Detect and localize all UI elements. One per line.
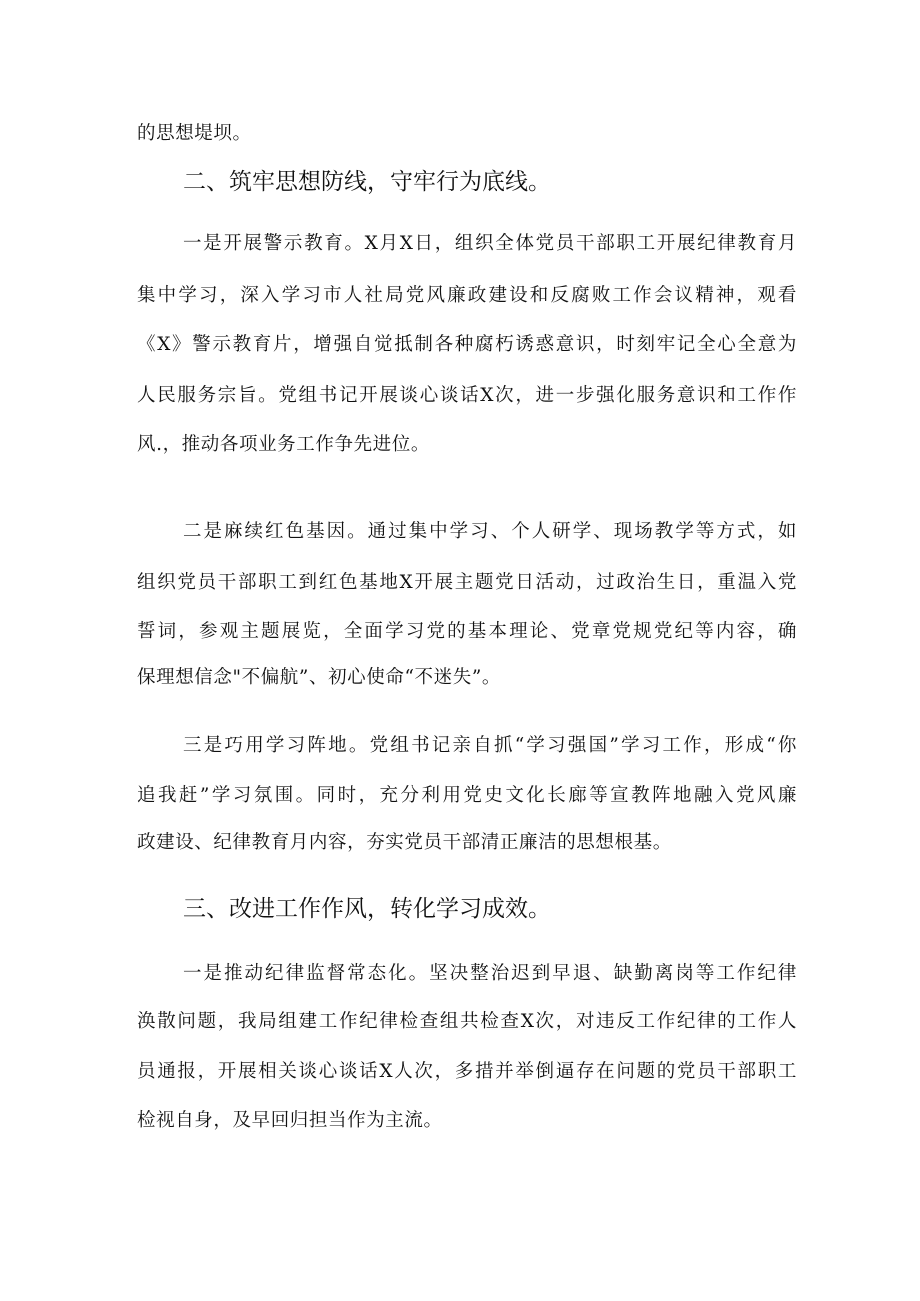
paragraph-line: 员通报，开展相关谈心谈话X人次，多措并举倒逼存在问题的党员干部职工 [137, 1061, 797, 1082]
paragraph-line: 集中学习，深入学习市人社局党风廉政建设和反腐败工作会议精神，观看 [137, 285, 797, 306]
paragraph-line: 《X》警示教育片，增强自觉抵制各种腐朽诱惑意识，时刻牢记全心全意为 [137, 334, 797, 355]
section-heading-2: 二、筑牢思想防线，守牢行为底线。 [183, 169, 551, 195]
paragraph-line: 人民服务宗旨。党组书记开展谈心谈话X次，进一步强化服务意识和工作作 [137, 385, 797, 406]
paragraph-line: 三是巧用学习阵地。党组书记亲自抓“学习强国”学习工作，形成“你 [183, 735, 797, 756]
paragraph-line: 涣散问题，我局组建工作纪律检查组共检查X次，对违反工作纪律的工作人 [137, 1011, 797, 1032]
paragraph-line: 检视自身，及早回归担当作为主流。 [137, 1110, 443, 1131]
paragraph-line: 一是开展警示教育。X月X日，组织全体党员干部职工开展纪律教育月 [183, 233, 797, 254]
paragraph-line: 保理想信念"不偏航”、初心使命“不迷失”。 [137, 667, 501, 688]
paragraph-line: 誓词，参观主题展览，全面学习党的基本理论、党章党规党纪等内容，确 [137, 621, 797, 642]
paragraph-line: 政建设、纪律教育月内容，夯实党员干部清正廉洁的思想根基。 [137, 832, 672, 853]
paragraph-line: 一是推动纪律监督常态化。坚决整治迟到早退、缺勤离岗等工作纪律 [183, 963, 797, 984]
paragraph-line: 二是麻续红色基因。通过集中学习、个人研学、现场教学等方式，如 [183, 521, 797, 542]
paragraph-line: 风.，推动各项业务工作争先进位。 [137, 434, 430, 455]
paragraph-line: 追我赶”学习氛围。同时，充分利用党史文化长廊等宣教阵地融入党风廉 [137, 785, 797, 806]
section-heading-3: 三、改进工作作风，转化学习成效。 [183, 896, 551, 922]
paragraph-line: 组织党员干部职工到红色基地X开展主题党日活动，过政治生日，重温入党 [137, 572, 797, 593]
paragraph-line: 的思想堤坝。 [137, 123, 252, 144]
